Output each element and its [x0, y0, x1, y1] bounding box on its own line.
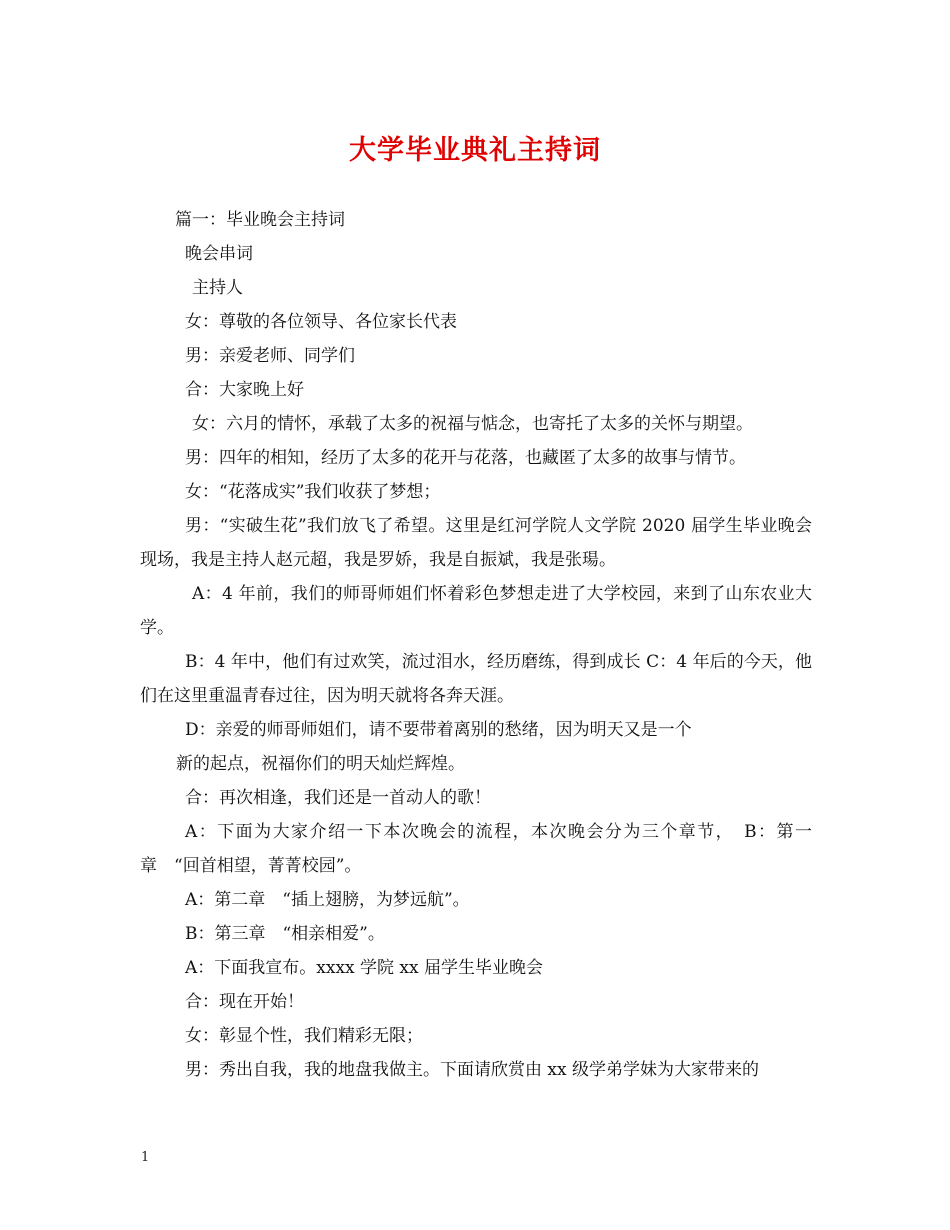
paragraph-line: A：下面我宣布。xxxx 学院 xx 届学生毕业晚会	[185, 958, 544, 978]
paragraph-line: 女：尊敬的各位领导、各位家长代表	[185, 312, 457, 332]
paragraph-line: 主持人	[192, 278, 243, 298]
paragraph-line: 女：彰显个性，我们精彩无限；	[185, 1026, 423, 1046]
paragraph-line: 合：再次相逢，我们还是一首动人的歌！	[185, 788, 491, 808]
paragraph-line: 合：现在开始！	[185, 992, 304, 1012]
paragraph-line: 篇一：毕业晚会主持词	[175, 210, 345, 230]
paragraph-text: 男：“实破生花”我们放飞了希望。这里是红河学院人文学院 2020 届学生毕业晚会现场，我是主持人赵元超，我是罗娇，我是自振斌，我是张瑒。	[140, 516, 812, 570]
paragraph-line: 女：六月的情怀，承载了太多的祝福与惦念，也寄托了太多的关怀与期望。	[192, 414, 753, 434]
paragraph-line: 男：亲爱老师、同学们	[185, 346, 355, 366]
paragraph-line: 男：四年的相知，经历了太多的花开与花落，也藏匿了太多的故事与情节。	[185, 448, 746, 468]
paragraph-line: 男：秀出自我，我的地盘我做主。下面请欣赏由 xx 级学弟学妹为大家带来的	[185, 1060, 759, 1080]
document-body	[140, 203, 812, 1087]
paragraph-line: A：第二章 “插上翅膀，为梦远航”。	[185, 890, 470, 910]
paragraph-line	[140, 815, 812, 883]
paragraph-text: A：4 年前，我们的师哥师姐们怀着彩色梦想走进了大学校园，来到了山东农业大学。	[140, 584, 812, 638]
paragraph-line: B：第三章 “相亲相爱”。	[185, 924, 385, 944]
paragraph-text: B：4 年中，他们有过欢笑，流过泪水，经历磨练，得到成长 C：4 年后的今天，他们在这里重温青春过往，因为明天就将各奔天涯。	[140, 652, 812, 706]
paragraph-line	[140, 509, 812, 577]
page-number: 1	[141, 1150, 150, 1165]
paragraph-line: D：亲爱的师哥师姐们，请不要带着离别的愁绪，因为明天又是一个	[185, 720, 692, 740]
paragraph-line	[140, 577, 812, 645]
paragraph-text: A：下面为大家介绍一下本次晚会的流程，本次晚会分为三个章节， B：第一章 “回首相望，菁菁校园”。	[140, 822, 812, 876]
paragraph-line	[140, 645, 812, 713]
paragraph-line: 合：大家晚上好	[185, 380, 304, 400]
paragraph-line: 女：“花落成实”我们收获了梦想；	[185, 482, 441, 502]
paragraph-line: 晚会串词	[185, 244, 253, 264]
paragraph-line: 新的起点，祝福你们的明天灿烂辉煌。	[176, 754, 465, 774]
document-title: 大学毕业典礼主持词	[349, 135, 601, 166]
